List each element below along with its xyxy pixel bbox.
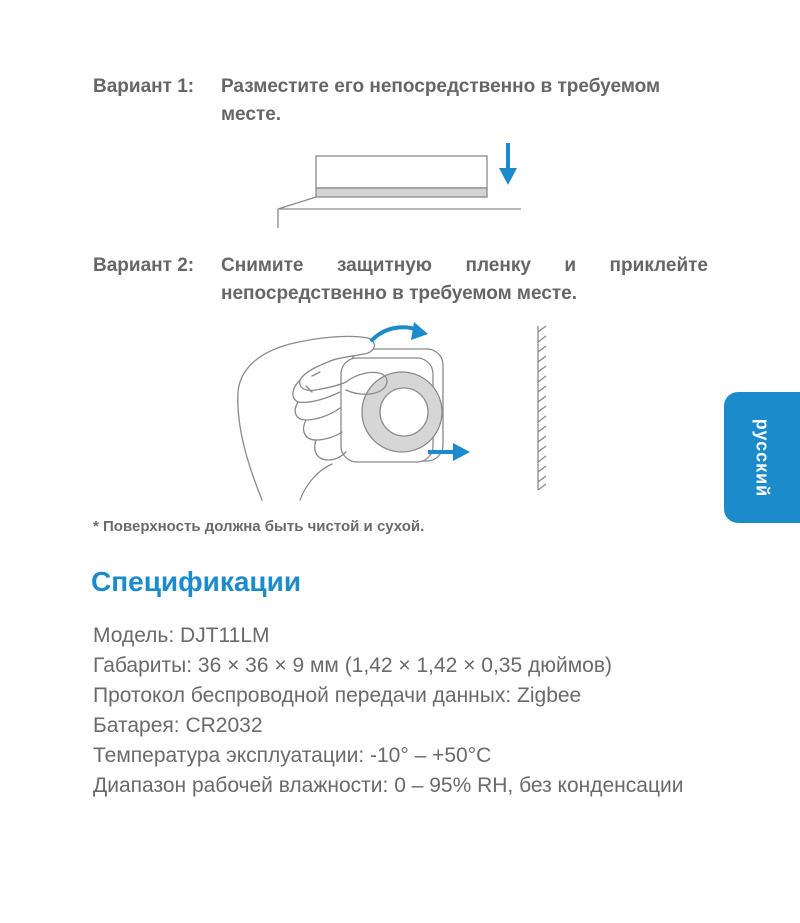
option-1-text: Разместите его непосредственно в требуемом месте.	[221, 76, 661, 125]
spec-dimensions: Габариты: 36 × 36 × 9 мм (1,42 × 1,42 × 0,35 дюймов)	[93, 654, 613, 677]
wall-drawing	[538, 326, 546, 490]
spec-model: Модель: DJT11LM	[93, 624, 270, 647]
spec-temperature: Температура эксплуатации: -10° – +50°C	[93, 744, 492, 767]
surface-note: * Поверхность должна быть чистой и сухой.	[93, 518, 425, 535]
right-arrow-icon	[428, 443, 470, 461]
option-2	[93, 252, 708, 308]
option-2-label: Вариант 2:	[93, 255, 195, 276]
sensor-on-surface-drawing	[278, 156, 521, 228]
language-tab-label: русский	[752, 418, 773, 497]
spec-battery: Батарея: CR2032	[93, 714, 263, 737]
option-2-text: Снимите защитную пленку и приклейте непосредственно в требуемом месте.	[221, 255, 708, 304]
language-tab	[724, 392, 800, 523]
option-1	[93, 73, 708, 129]
spec-humidity: Диапазон рабочей влажности: 0 – 95% RH, без конденсации	[93, 774, 684, 797]
spec-protocol: Протокол беспроводной передачи данных: Zigbee	[93, 684, 582, 707]
specs-list	[93, 621, 709, 801]
specs-heading: Спецификации	[91, 566, 302, 597]
option-1-label: Вариант 1:	[93, 76, 195, 97]
peel-arrow-icon	[372, 322, 428, 340]
hand-peeling-film-drawing	[238, 336, 443, 500]
down-arrow-icon	[499, 143, 517, 185]
